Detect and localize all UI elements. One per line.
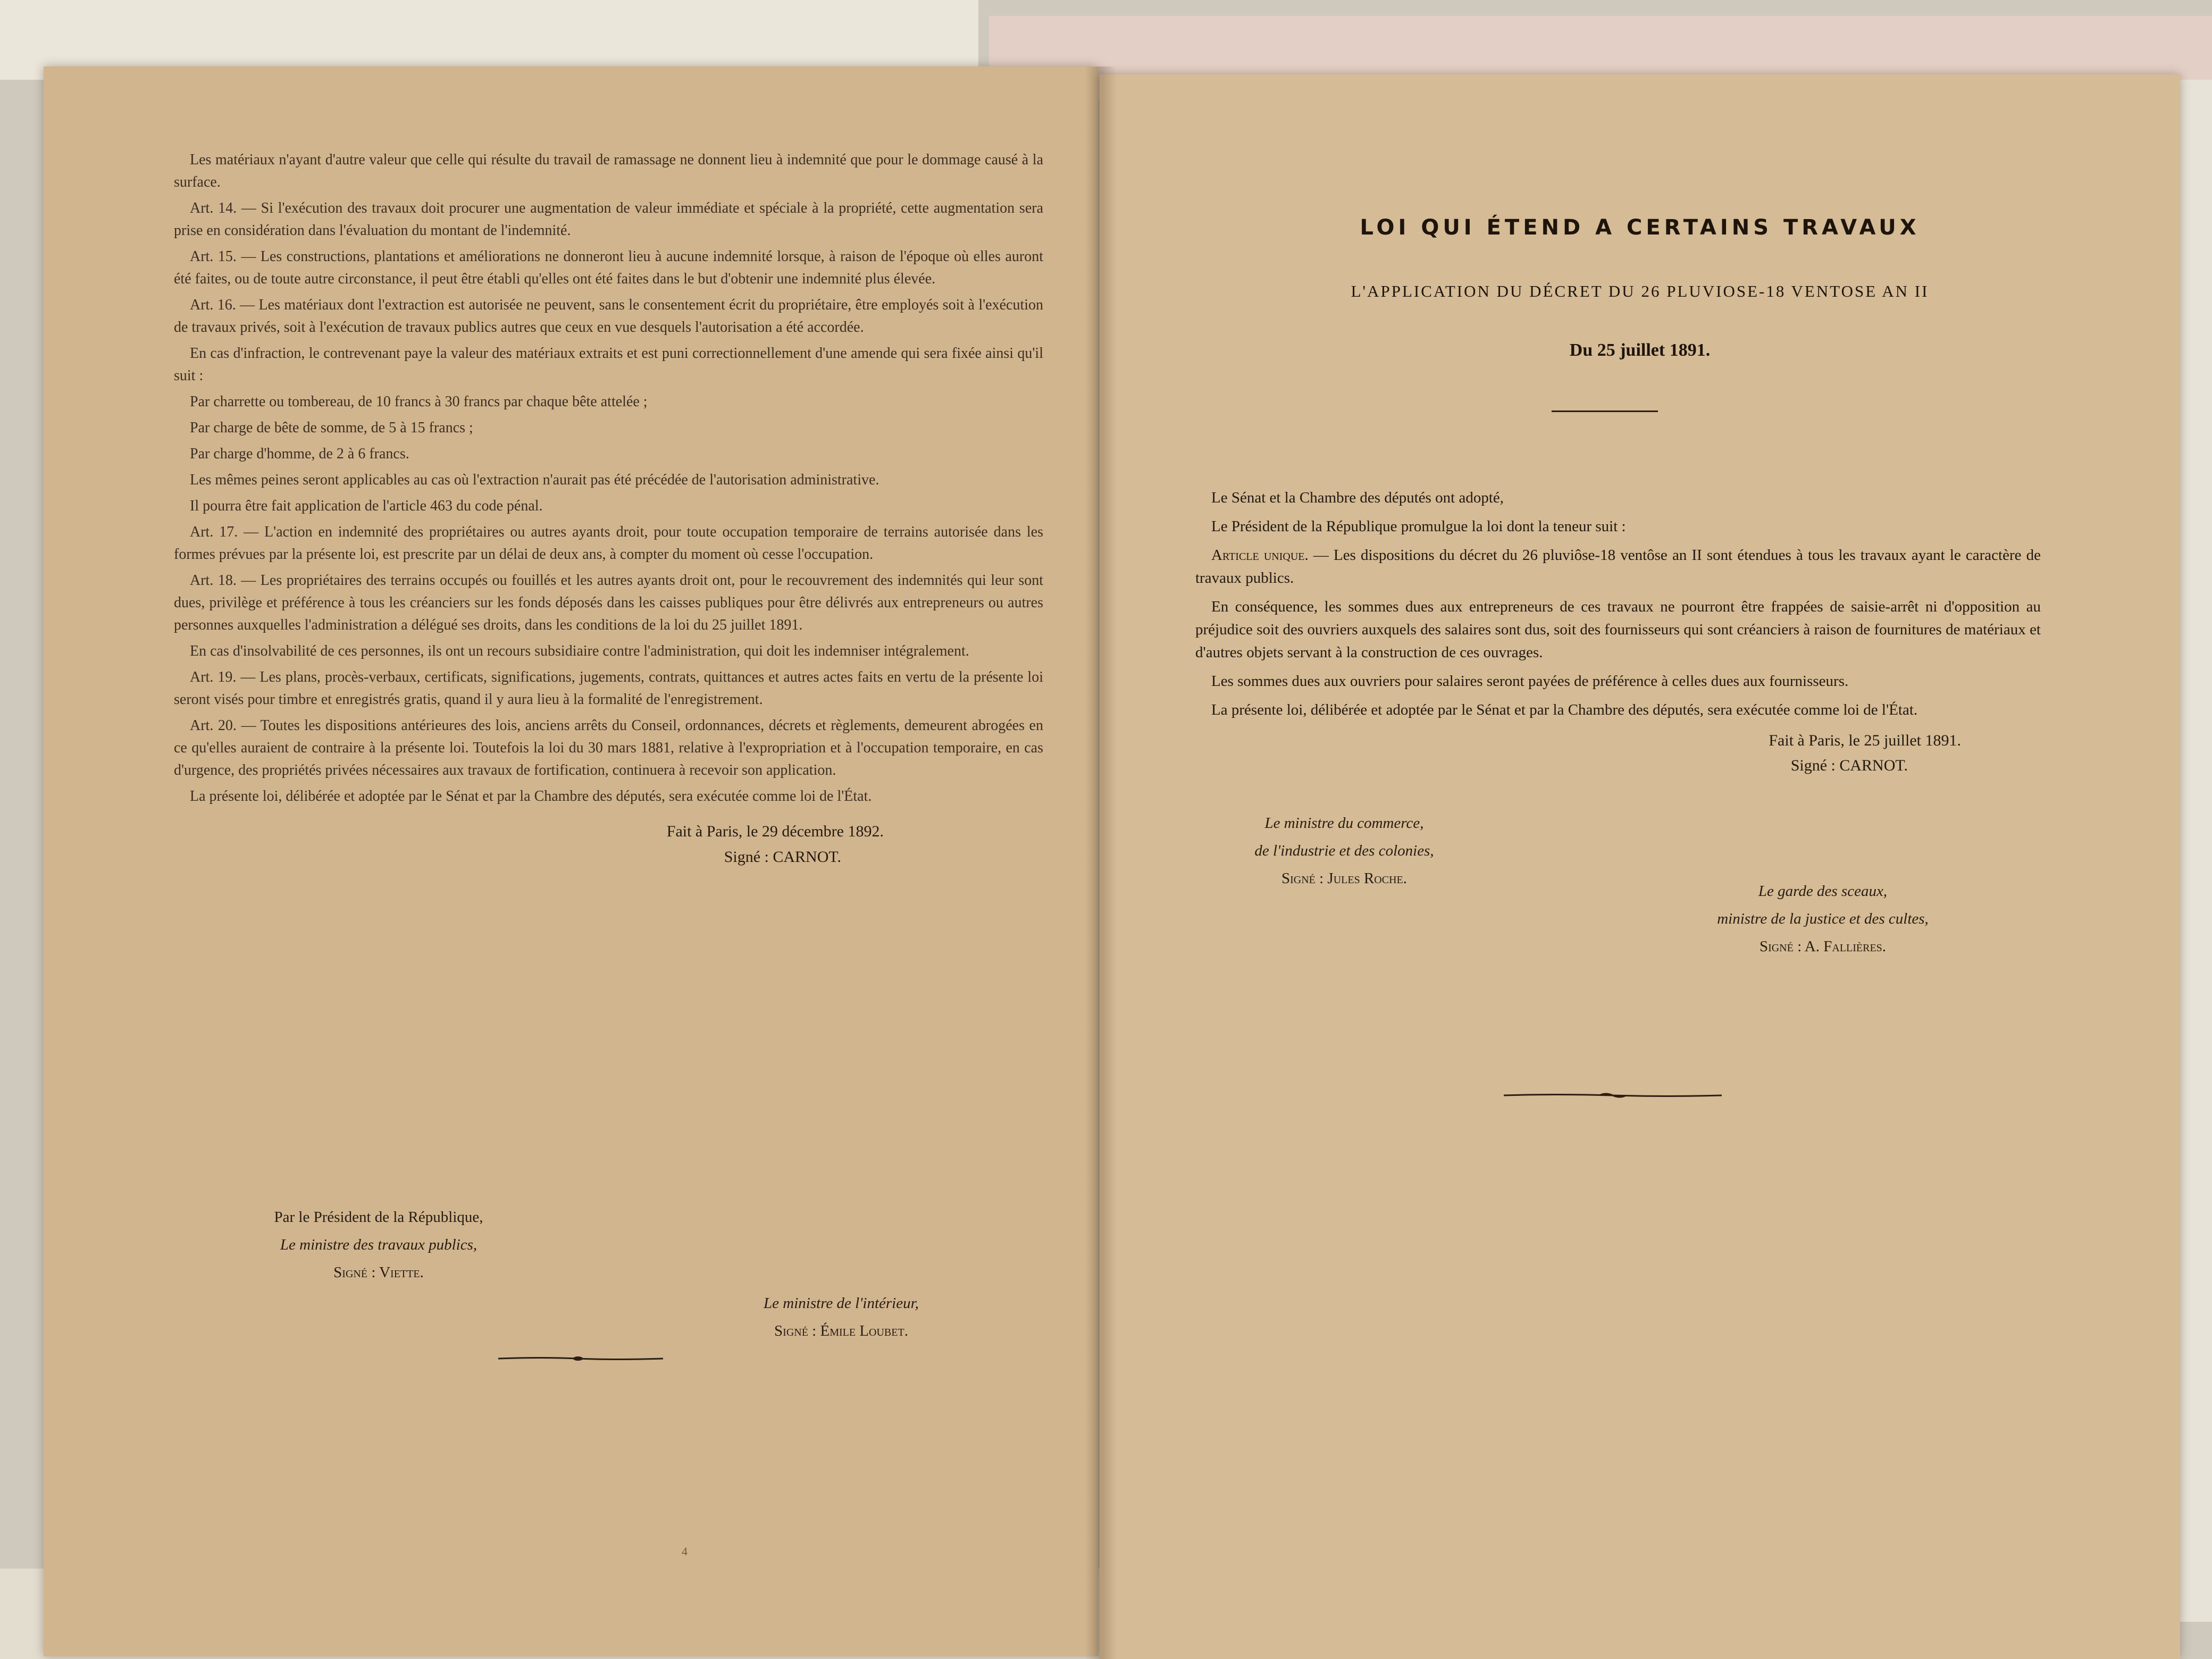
signature-block-justice	[1679, 877, 1966, 960]
signature-city-date: Fait à Paris, le 29 décembre 1892.	[666, 823, 884, 840]
paragraph-art-17: Art. 17. — L'action en indemnité des propriétaires ou autres ayants droit, pour toute occupation temporaire de terrains autorisée dans les formes prévues par la présente loi, est prescrite par un délai de deux ans, à compter du moment où cesse l'occupation.	[174, 524, 1043, 563]
paragraph: Les mêmes peines seront applicables au cas où l'extraction n'aurait pas été précédée de l'autorisation administrative.	[190, 472, 879, 488]
minister-signature: Signé : A. Fallières.	[1759, 938, 1887, 955]
law-title: LOI QUI ÉTEND A CERTAINS TRAVAUX	[1360, 215, 1920, 240]
paragraph: La présente loi, délibérée et adoptée par le Sénat et par la Chambre des députés, sera exécutée comme loi de l'État.	[1211, 701, 1918, 718]
intro-line: Le Sénat et la Chambre des députés ont adopté,	[1211, 489, 1504, 506]
minister-signature: Signé : Émile Loubet.	[774, 1322, 908, 1339]
paragraph: En conséquence, les sommes dues aux entrepreneurs de ces travaux ne pourront être frappées de saisie-arrêt ni d'opposition au préjudice soit des ouvriers auxquels des salaires sont dus, soit des fournisseurs qui sont créanciers à raison de fournitures de matériaux et d'autres objets servant à la construction de ces ouvrages.	[1195, 598, 2041, 661]
article-text: — Les dispositions du décret du 26 pluviôse-18 ventôse an II sont étendues à tous les travaux ayant le caractère de travaux publics.	[1195, 547, 2041, 586]
paragraph-art-18: Art. 18. — Les propriétaires des terrains occupés ou fouillés et les autres ayants droit ont, pour le recouvrement des indemnités qui leur sont dues, privilège et préférence à tous les créanciers sur les fonds déposés dans les caisses publiques pour être délivrés aux entrepreneurs ou autres personnes auxquelles l'administration a délégué ses droits, dans les conditions de la loi du 25 juillet 1891.	[174, 572, 1043, 633]
page-number: 4	[682, 1545, 688, 1558]
minister-signature: Signé : Jules Roche.	[1281, 870, 1407, 887]
minister-title: Le ministre de l'intérieur,	[764, 1295, 919, 1312]
left-page	[44, 66, 1098, 1656]
title-rule	[1552, 410, 1658, 412]
left-page-body	[174, 149, 1043, 868]
minister-signature: Signé : Viette.	[333, 1264, 424, 1281]
law-date: Du 25 juillet 1891.	[1569, 340, 1711, 360]
paragraph-art-15: Art. 15. — Les constructions, plantations et améliorations ne donneront lieu à aucune indemnité lorsque, à raison de l'époque où elles auront été faites, ou de toute autre circonstance, il peut être établi qu'elles ont été faites dans le but d'obtenir une indemnité plus élevée.	[174, 248, 1043, 287]
paragraph: En cas d'infraction, le contrevenant paye la valeur des matériaux extraits et est puni correctionnellement d'une amende qui sera fixée ainsi qu'il suit :	[174, 345, 1043, 384]
right-page	[1100, 74, 2180, 1659]
paragraph: Les matériaux n'ayant d'autre valeur que celle qui résulte du travail de ramassage ne donnent lieu à indemnité que pour le dommage causé à la surface.	[174, 152, 1043, 190]
signature-block-interior	[703, 1289, 979, 1345]
paragraph-art-19: Art. 19. — Les plans, procès-verbaux, certificats, significations, jugements, contrats, quittances et autres actes faits en vertu de la présente loi seront visés pour timbre et enregistrés gratis, quand il y aura lieu à la formalité de l'enregistrement.	[174, 669, 1043, 708]
article-label: Article unique.	[1211, 547, 1309, 564]
paragraph-art-16: Art. 16. — Les matériaux dont l'extraction est autorisée ne peuvent, sans le consentement écrit du propriétaire, être employés soit à l'exécution de travaux privés, soit à l'exécution de travaux publics autres que ceux en vue desquels l'autorisation a été accordée.	[174, 297, 1043, 336]
ornament-divider	[498, 1355, 663, 1362]
intro-line: Le Président de la République promulgue la loi dont la teneur suit :	[1211, 518, 1626, 535]
paragraph: Par charrette ou tombereau, de 10 francs à 30 francs par chaque bête attelée ;	[190, 393, 648, 410]
minister-title: de l'industrie et des colonies,	[1254, 842, 1434, 859]
signature-main: Signé : CARNOT.	[1790, 757, 1908, 774]
law-subtitle: L'APPLICATION DU DÉCRET DU 26 PLUVIOSE-18 VENTOSE AN II	[1351, 282, 1929, 300]
right-page-body	[1195, 487, 2041, 777]
signature-city-date: Fait à Paris, le 25 juillet 1891.	[1769, 732, 1961, 749]
paragraph-art-20: Art. 20. — Toutes les dispositions antérieures des lois, anciens arrêts du Conseil, ordonnances, décrets et règlements, demeurent abrogées en ce qu'elles auraient de contraire à la présente loi. Toutefois la loi du 30 mars 1881, relative à l'expropriation et à l'occupation temporaire, en cas d'urgence, des propriétés privées nécessaires aux travaux de fortification, continuera à recevoir son application.	[174, 717, 1043, 778]
signature-block-public-works	[246, 1203, 512, 1286]
minister-title: ministre de la justice et des cultes,	[1717, 910, 1929, 927]
signature-block-commerce	[1217, 809, 1472, 892]
paragraph: Par charge d'homme, de 2 à 6 francs.	[190, 446, 409, 462]
signature-main: Signé : CARNOT.	[724, 848, 841, 866]
paragraph: Il pourra être fait application de l'article 463 du code pénal.	[190, 498, 543, 514]
minister-title: Le garde des sceaux,	[1758, 883, 1888, 900]
president-line: Par le Président de la République,	[274, 1209, 483, 1226]
book-gutter	[1085, 66, 1117, 1659]
ornament-divider	[1504, 1092, 1722, 1099]
paragraph: Par charge de bête de somme, de 5 à 15 francs ;	[190, 420, 473, 436]
paragraph: La présente loi, délibérée et adoptée par le Sénat et par la Chambre des députés, sera exécutée comme loi de l'État.	[190, 788, 872, 805]
minister-title: Le ministre des travaux publics,	[280, 1236, 477, 1253]
paragraph-art-14: Art. 14. — Si l'exécution des travaux doit procurer une augmentation de valeur immédiate et spéciale à la propriété, cette augmentation sera prise en considération dans l'évaluation du montant de l'indemnité.	[174, 200, 1043, 239]
minister-title: Le ministre du commerce,	[1264, 815, 1424, 832]
article-unique	[1195, 544, 2041, 590]
paragraph: En cas d'insolvabilité de ces personnes, ils ont un recours subsidiaire contre l'administration, qui doit les indemniser intégralement.	[190, 643, 969, 659]
paragraph: Les sommes dues aux ouvriers pour salaires seront payées de préférence à celles dues aux fournisseurs.	[1211, 673, 1849, 690]
